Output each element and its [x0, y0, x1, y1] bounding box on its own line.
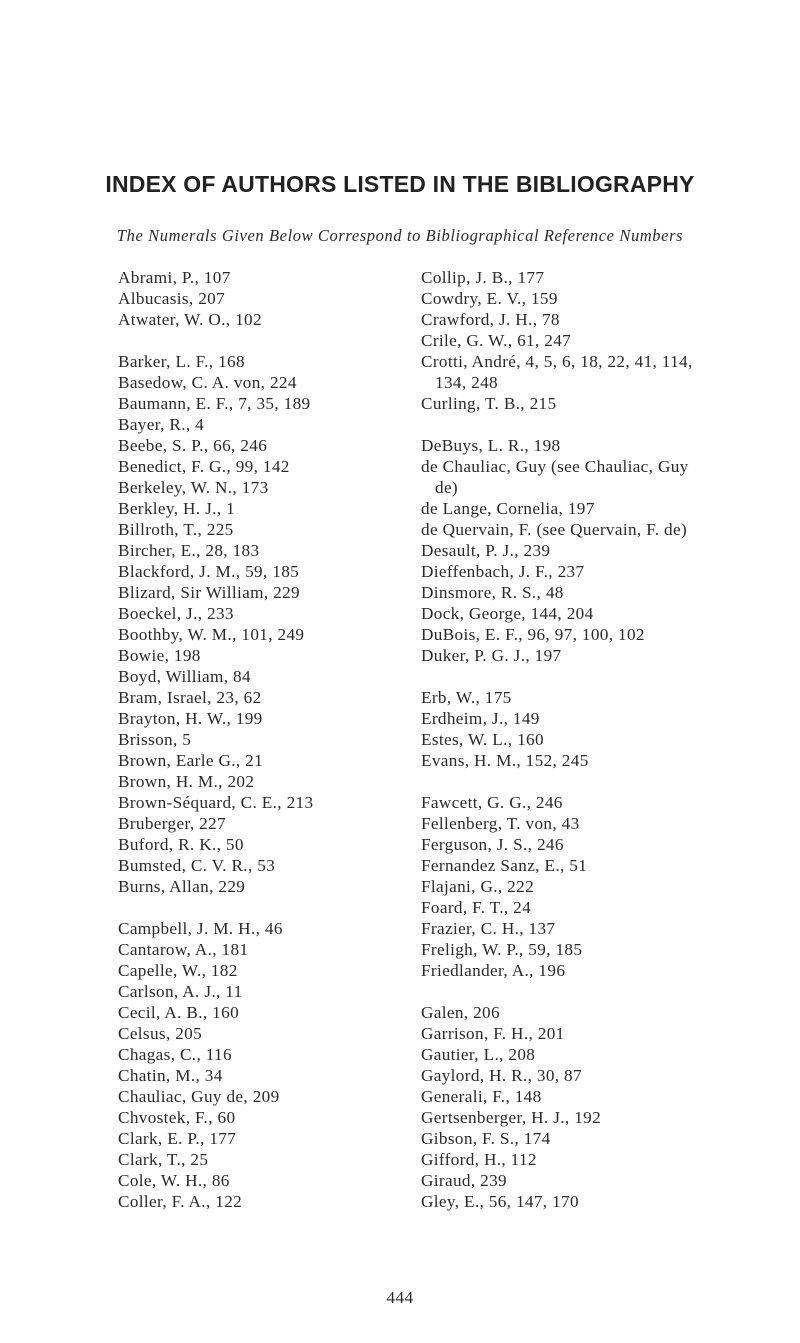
index-entry: Beebe, S. P., 66, 246	[118, 436, 268, 455]
page-subtitle: The Numerals Given Below Correspond to Bibliographical Reference Numbers	[116, 226, 684, 245]
index-entry: de Quervain, F. (see Quervain, F. de)	[421, 520, 688, 539]
index-entry: Bowie, 198	[118, 646, 201, 665]
index-entry: Gautier, L., 208	[421, 1045, 536, 1064]
index-entry: Cole, W. H., 86	[118, 1171, 230, 1190]
index-entry: Berkeley, W. N., 173	[118, 478, 269, 497]
index-entry: Gifford, H., 112	[421, 1150, 537, 1169]
index-entry: Blackford, J. M., 59, 185	[118, 562, 300, 581]
index-entry: de Chauliac, Guy (see Chauliac, Guy	[421, 457, 689, 476]
index-entry: Brown-Séquard, C. E., 213	[118, 793, 314, 812]
index-entry: Boyd, William, 84	[118, 667, 251, 686]
index-entry: Gibson, F. S., 174	[421, 1129, 551, 1148]
index-letter-gap	[118, 897, 418, 918]
index-entry: Bram, Israel, 23, 62	[118, 688, 262, 707]
index-entry: Chvostek, F., 60	[118, 1108, 236, 1127]
index-entry: Brown, H. M., 202	[118, 772, 255, 791]
index-entry: Chauliac, Guy de, 209	[118, 1087, 280, 1106]
index-entry-continuation: de)	[435, 478, 458, 497]
index-entry: Billroth, T., 225	[118, 520, 234, 539]
page-title: INDEX OF AUTHORS LISTED IN THE BIBLIOGRAPHY	[105, 171, 695, 197]
index-entry: Baumann, E. F., 7, 35, 189	[118, 394, 311, 413]
index-entry: Duker, P. G. J., 197	[421, 646, 562, 665]
index-entry: Garrison, F. H., 201	[421, 1024, 565, 1043]
index-entry: Bircher, E., 28, 183	[118, 541, 260, 560]
index-column-left	[118, 267, 418, 1212]
index-entry: Ferguson, J. S., 246	[421, 835, 564, 854]
index-entry: Carlson, A. J., 11	[118, 982, 243, 1001]
index-entry-continuation: 134, 248	[435, 373, 498, 392]
index-entry: Fellenberg, T. von, 43	[421, 814, 580, 833]
index-entry: Erb, W., 175	[421, 688, 512, 707]
index-entry: Cowdry, E. V., 159	[421, 289, 558, 308]
page-number: 444	[386, 1288, 414, 1307]
index-entry: Chagas, C., 116	[118, 1045, 232, 1064]
index-entry: Dinsmore, R. S., 48	[421, 583, 564, 602]
index-entry: Foard, F. T., 24	[421, 898, 532, 917]
index-entry: Freligh, W. P., 59, 185	[421, 940, 583, 959]
index-entry: Capelle, W., 182	[118, 961, 238, 980]
index-entry: Bayer, R., 4	[118, 415, 205, 434]
index-entry: Buford, R. K., 50	[118, 835, 244, 854]
index-entry: Galen, 206	[421, 1003, 500, 1022]
index-entry: Atwater, W. O., 102	[118, 310, 262, 329]
index-entry: DeBuys, L. R., 198	[421, 436, 561, 455]
index-entry: de Lange, Cornelia, 197	[421, 499, 595, 518]
index-entry: Blizard, Sir William, 229	[118, 583, 300, 602]
index-entry: Clark, T., 25	[118, 1150, 209, 1169]
index-entry: Barker, L. F., 168	[118, 352, 245, 371]
index-entry: Chatin, M., 34	[118, 1066, 223, 1085]
index-entry: Crile, G. W., 61, 247	[421, 331, 572, 350]
index-entry: Cantarow, A., 181	[118, 940, 249, 959]
index-entry: Frazier, C. H., 137	[421, 919, 556, 938]
index-entry: Coller, F. A., 122	[118, 1192, 243, 1211]
index-entry: Generali, F., 148	[421, 1087, 542, 1106]
index-entry: Albucasis, 207	[118, 289, 226, 308]
index-entry: Giraud, 239	[421, 1171, 507, 1190]
index-entry: Erdheim, J., 149	[421, 709, 540, 728]
index-entry: DuBois, E. F., 96, 97, 100, 102	[421, 625, 645, 644]
index-entry: Cecil, A. B., 160	[118, 1003, 240, 1022]
index-entry: Fawcett, G. G., 246	[421, 793, 563, 812]
index-entry: Celsus, 205	[118, 1024, 203, 1043]
index-entry: Collip, J. B., 177	[421, 268, 545, 287]
index-entry: Brayton, H. W., 199	[118, 709, 263, 728]
index-entry: Basedow, C. A. von, 224	[118, 373, 297, 392]
index-letter-gap	[421, 981, 781, 1002]
index-letter-gap	[421, 414, 781, 435]
index-column-right	[421, 267, 781, 1212]
index-entry: Evans, H. M., 152, 245	[421, 751, 589, 770]
index-entry: Fernandez Sanz, E., 51	[421, 856, 588, 875]
index-entry: Friedlander, A., 196	[421, 961, 566, 980]
index-letter-gap	[421, 771, 781, 792]
index-entry: Abrami, P., 107	[118, 268, 231, 287]
index-entry: Berkley, H. J., 1	[118, 499, 236, 518]
index-entry: Dock, George, 144, 204	[421, 604, 594, 623]
index-entry: Clark, E. P., 177	[118, 1129, 237, 1148]
index-entry: Burns, Allan, 229	[118, 877, 246, 896]
index-entry: Crawford, J. H., 78	[421, 310, 560, 329]
index-entry: Desault, P. J., 239	[421, 541, 551, 560]
index-entry: Gaylord, H. R., 30, 87	[421, 1066, 582, 1085]
index-entry: Boothby, W. M., 101, 249	[118, 625, 305, 644]
index-entry: Brisson, 5	[118, 730, 192, 749]
index-entry: Gley, E., 56, 147, 170	[421, 1192, 579, 1211]
index-letter-gap	[118, 330, 418, 351]
index-entry: Benedict, F. G., 99, 142	[118, 457, 290, 476]
index-entry: Flajani, G., 222	[421, 877, 535, 896]
index-entry: Bumsted, C. V. R., 53	[118, 856, 276, 875]
index-entry: Bruberger, 227	[118, 814, 226, 833]
index-entry: Dieffenbach, J. F., 237	[421, 562, 585, 581]
index-entry: Boeckel, J., 233	[118, 604, 234, 623]
index-entry: Campbell, J. M. H., 46	[118, 919, 283, 938]
index-letter-gap	[421, 666, 781, 687]
index-entry: Curling, T. B., 215	[421, 394, 557, 413]
index-entry: Estes, W. L., 160	[421, 730, 544, 749]
index-entry: Gertsenberger, H. J., 192	[421, 1108, 602, 1127]
index-entry: Crotti, André, 4, 5, 6, 18, 22, 41, 114,	[421, 352, 693, 371]
index-entry: Brown, Earle G., 21	[118, 751, 264, 770]
